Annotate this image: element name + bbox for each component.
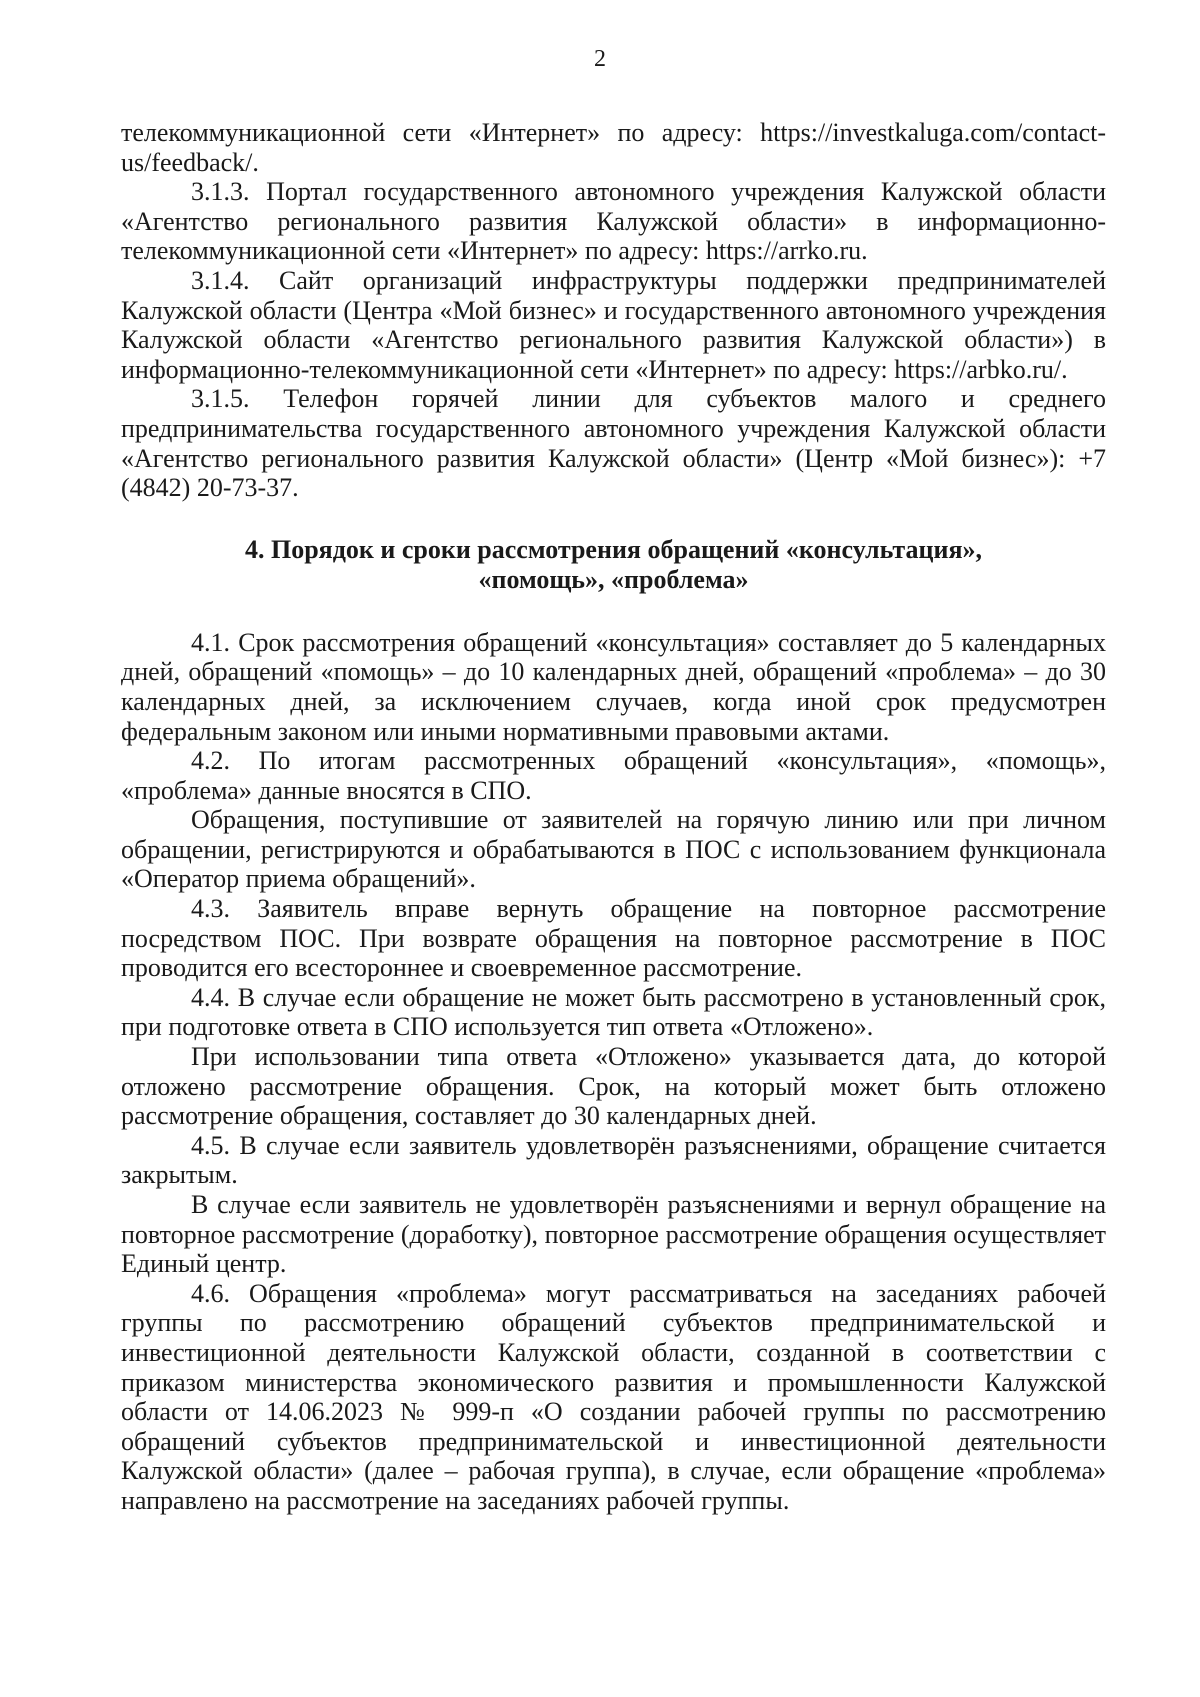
paragraph-continuation: телекоммуникационной сети «Интернет» по адресу: https://investkaluga.com/contact-us/feedback/. (121, 118, 1106, 177)
paragraph-4-2-registration: Обращения, поступившие от заявителей на горячую линию или при личном обращении, регистрируются и обрабатываются в ПОС с использованием функционала «Оператор приема обращений». (121, 805, 1106, 894)
paragraph-3-1-4: 3.1.4. Сайт организаций инфраструктуры поддержки предпринимателей Калужской области (Центра «Мой бизнес» и государственного автономного учреждения Калужской области «Агентство регионального развития Калужской области») в информационно-телекоммуникационной сети «Интернет» по адресу: https://arbko.ru/. (121, 265, 1106, 384)
paragraph-4-2: 4.2. По итогам рассмотренных обращений «консультация», «помощь», «проблема» данные вносятся в СПО. (121, 746, 1106, 805)
section-heading-line-1: 4. Порядок и сроки рассмотрения обращений «консультация», (244, 534, 983, 564)
paragraph-4-4: 4.4. В случае если обращение не может быть рассмотрено в установленный срок, при подготовке ответа в СПО используется тип ответа «Отложено». (121, 982, 1106, 1042)
section-heading-4 (121, 535, 1106, 595)
paragraph-4-5: 4.5. В случае если заявитель удовлетворён разъяснениями, обращение считается закрытым. (121, 1130, 1106, 1190)
document-body (121, 118, 1106, 1516)
page-number: 2 (594, 46, 606, 72)
paragraph-4-3: 4.3. Заявитель вправе вернуть обращение на повторное рассмотрение посредством ПОС. При возврате обращения на повторное рассмотрение в ПОС проводится его всестороннее и своевременное рассмотрение. (121, 894, 1106, 983)
paragraph-4-5-rework: В случае если заявитель не удовлетворён разъяснениями и вернул обращение на повторное рассмотрение (доработку), повторное рассмотрение обращения осуществляет Единый центр. (121, 1190, 1106, 1279)
paragraph-4-4-postponed: При использовании типа ответа «Отложено» указывается дата, до которой отложено рассмотрение обращения. Срок, на который может быть отложено рассмотрение обращения, составляет до 30 календарных дней. (121, 1042, 1106, 1131)
section-heading-line-2: «помощь», «проблема» (478, 564, 749, 594)
paragraph-4-1: 4.1. Срок рассмотрения обращений «консультация» составляет до 5 календарных дней, обращений «помощь» – до 10 календарных дней, обращений «проблема» – до 30 календарных дней, за исключением случаев, когда иной срок предусмотрен федеральным законом или иными нормативными правовыми актами. (121, 627, 1106, 746)
paragraph-4-6: 4.6. Обращения «проблема» могут рассматриваться на заседаниях рабочей группы по рассмотрению обращений субъектов предпринимательской и инвестиционной деятельности Калужской области, созданной в соответствии с приказом министерства экономического развития и промышленности Калужской области от 14.06.2023 № 999-п «О создании рабочей группы по рассмотрению обращений субъектов предпринимательской и инвестиционной деятельности Калужской области» (далее – рабочая группа), в случае, если обращение «проблема» направлено на рассмотрение на заседаниях рабочей группы. (121, 1278, 1106, 1515)
paragraph-3-1-5: 3.1.5. Телефон горячей линии для субъектов малого и среднего предпринимательства государственного автономного учреждения Калужской области «Агентство регионального развития Калужской области» (Центр «Мой бизнес»): +7 (4842) 20-73-37. (121, 384, 1106, 503)
paragraph-3-1-3: 3.1.3. Портал государственного автономного учреждения Калужской области «Агентство регионального развития Калужской области» в информационно-телекоммуникационной сети «Интернет» по адресу: https://arrko.ru. (121, 177, 1106, 266)
